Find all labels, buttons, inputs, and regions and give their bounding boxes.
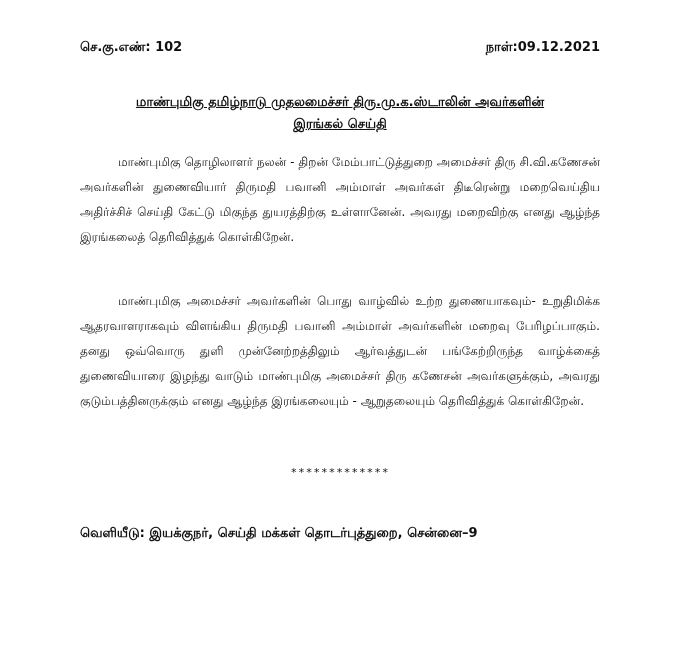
issuer-footer: வெளியீடு: இயக்குநர், செய்தி மக்கள் தொடர்புத்துறை, சென்னை–9 (80, 526, 478, 541)
title-line-1: மாண்புமிகு தமிழ்நாடு முதலமைச்சர் திரு.மு.க.ஸ்டாலின் அவர்களின் (135, 95, 545, 110)
title-line-2: இரங்கல் செய்தி (293, 117, 387, 132)
reference-number: செ.கு.எண்: 102 (80, 40, 183, 55)
paragraph-1-text: மாண்புமிகு தொழிலாளர் நலன் - திறன் மேம்பாட்டுத்துறை அமைச்சர் திரு சி.வி.கணேசன் அவர்களின் துணைவியார் திருமதி பவானி அம்மாள் அவர்கள் திடீரென்று மறைவெய்திய அதிர்ச்சிச் செய்தி கேட்டு மிகுந்த துயரத்திற்கு உள்ளானேன். அவரது மறைவிற்கு எனது ஆழ்ந்த இரங்கலைத் தெரிவித்துக் கொள்கிறேன். (80, 155, 600, 244)
body-paragraph-2 (80, 289, 600, 414)
document-title (60, 92, 620, 136)
document-date: நாள்:09.12.2021 (485, 40, 600, 55)
asterisk-separator: ************* (290, 466, 390, 479)
body-paragraph-1 (80, 150, 600, 250)
document-header (80, 40, 600, 56)
paragraph-2-text: மாண்புமிகு அமைச்சர் அவர்களின் பொது வாழ்வில் உற்ற துணையாகவும்- உறுதிமிக்க ஆதரவாளராகவும் விளங்கிய திருமதி பவானி அம்மாள் அவர்களின் மறைவு பேரிழப்பாகும். தனது ஒவ்வொரு துளி முன்னேற்றத்திலும் ஆர்வத்துடன் பங்கேற்றிருந்த வாழ்க்கைத் துணைவியாரை இழந்து வாடும் மாண்புமிகு அமைச்சர் திரு கணேசன் அவர்களுக்கும், அவரது குடும்பத்தினருக்கும் எனது ஆழ்ந்த இரங்கலையும் - ஆறுதலையும் தெரிவித்துக் கொள்கிறேன். (80, 294, 600, 408)
